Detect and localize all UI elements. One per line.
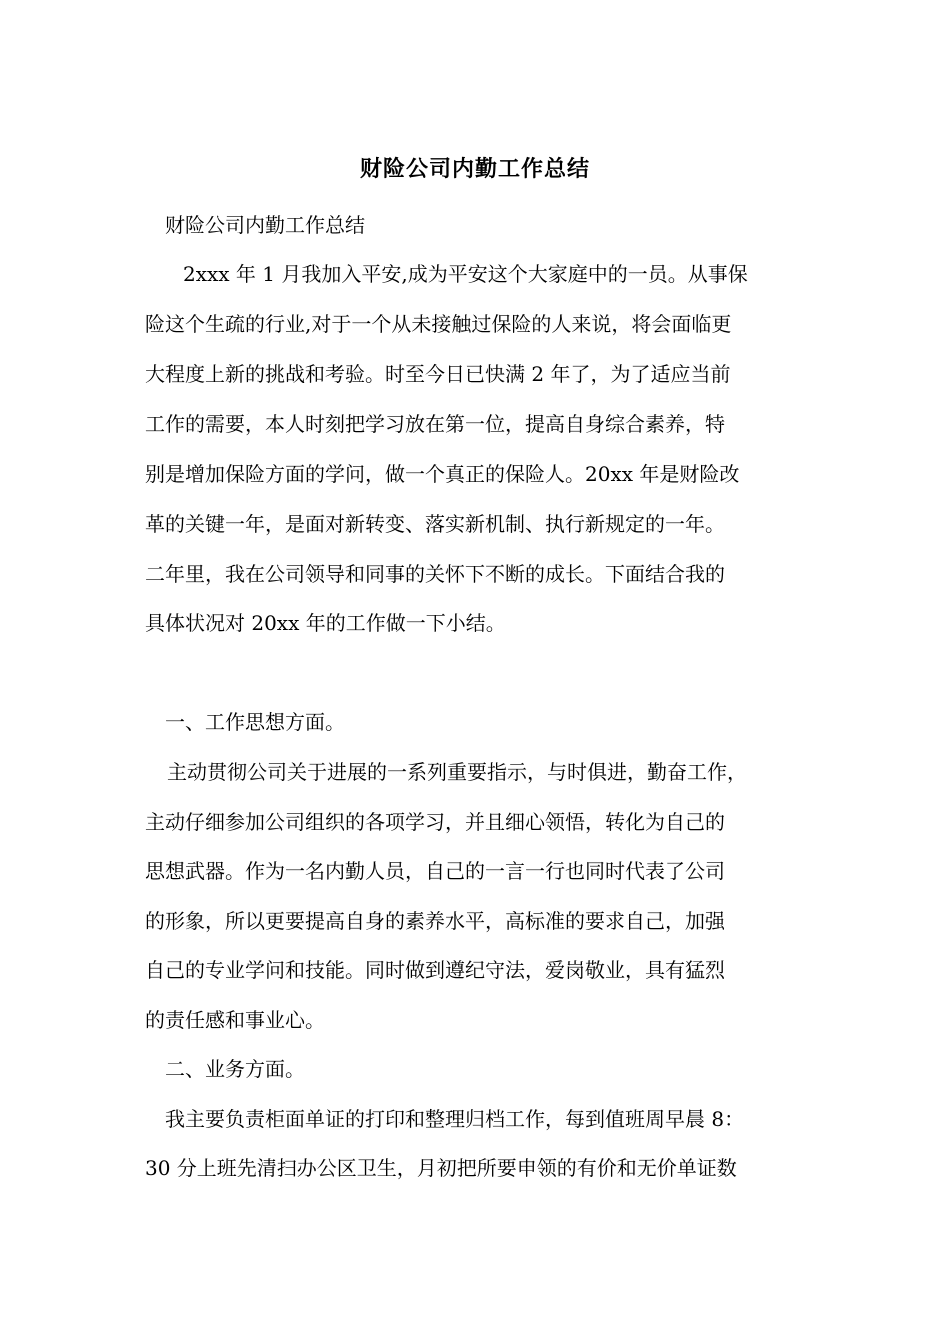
intro-line-1: 2xxx 年 1 月我加入平安,成为平安这个大家庭中的一员。从事保 — [183, 262, 748, 286]
intro-line-4: 工作的需要，本人时刻把学习放在第一位，提高自身综合素养，特 — [145, 412, 725, 436]
section2-line-2: 30 分上班先清扫办公区卫生，月初把所要申领的有价和无价单证数 — [145, 1156, 737, 1180]
section1-line-1: 主动贯彻公司关于进展的一系列重要指示，与时俱进，勤奋工作， — [167, 760, 747, 784]
document-subtitle: 财险公司内勤工作总结 — [165, 213, 365, 237]
intro-line-2: 险这个生疏的行业,对于一个从未接触过保险的人来说，将会面临更 — [145, 312, 732, 336]
section1-line-2: 主动仔细参加公司组织的各项学习，并且细心领悟，转化为自己的 — [145, 810, 725, 834]
section2-heading: 二、业务方面。 — [165, 1057, 305, 1081]
section1-heading: 一、工作思想方面。 — [165, 710, 345, 734]
section1-line-3: 思想武器。作为一名内勤人员，自己的一言一行也同时代表了公司 — [145, 859, 725, 883]
section1-line-5: 自己的专业学问和技能。同时做到遵纪守法，爱岗敬业，具有猛烈 — [145, 958, 725, 982]
intro-line-7: 二年里，我在公司领导和同事的关怀下不断的成长。下面结合我的 — [145, 562, 725, 586]
section2-line-1: 我主要负责柜面单证的打印和整理归档工作，每到值班周早晨 8： — [165, 1107, 745, 1131]
intro-line-6: 革的关键一年，是面对新转变、落实新机制、执行新规定的一年。 — [145, 512, 725, 536]
intro-line-5: 别是增加保险方面的学问，做一个真正的保险人。20xx 年是财险改 — [145, 462, 740, 486]
intro-line-3: 大程度上新的挑战和考验。时至今日已快满 2 年了，为了适应当前 — [145, 362, 731, 386]
intro-line-8: 具体状况对 20xx 年的工作做一下小结。 — [145, 611, 506, 635]
section1-line-6: 的责任感和事业心。 — [145, 1008, 325, 1032]
document-title: 财险公司内勤工作总结 — [359, 157, 590, 182]
section1-line-4: 的形象，所以更要提高自身的素养水平，高标准的要求自己，加强 — [145, 909, 725, 933]
